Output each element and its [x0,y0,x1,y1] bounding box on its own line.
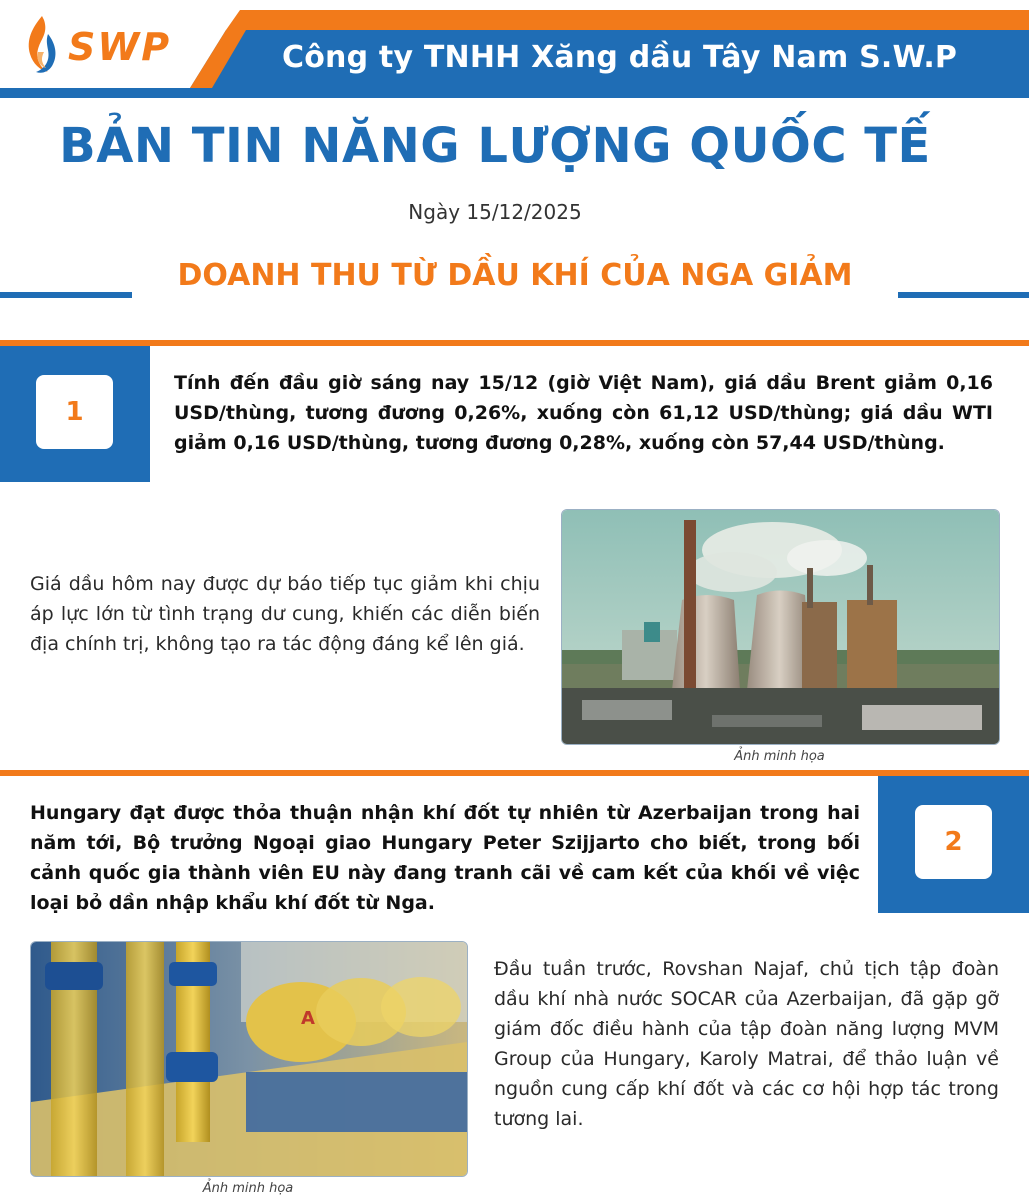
headline-left-rule [0,292,132,298]
item-number-badge: 1 [36,375,113,449]
company-name: Công ty TNHH Xăng dầu Tây Nam S.W.P [282,40,958,75]
item-body-text: Đầu tuần trước, Rovshan Najaf, chủ tịch tập đoàn dầu khí nhà nước SOCAR của Azerbaijan, đã gặp gỡ giám đốc điều hành của tập đoàn năng lượng MVM Group của Hungary, Karoly Matrai, để thảo luận về nguồn cung cấp khí đốt và các cơ hội hợp tác trong tương lai. [494,958,999,1130]
item-number-badge: 2 [915,805,992,879]
flame-logo-icon [22,14,62,76]
power-plant-photo [561,509,1000,745]
item-lead-text: Hungary đạt được thỏa thuận nhận khí đốt tự nhiên từ Azerbaijan trong hai năm tới, Bộ trưởng Ngoại giao Hungary Peter Szijjarto cho biết, trong bối cảnh quốc gia thành viên EU này đang tranh cãi về cam kết của khối về việc loại bỏ dần nhập khẩu khí đốt từ Nga. [30,802,860,914]
headline: DOANH THU TỪ DẦU KHÍ CỦA NGA GIẢM [177,258,853,293]
photo-caption: Ảnh minh họa [202,1181,294,1196]
headline-right-rule [898,292,1029,298]
section-divider [0,770,1029,776]
company-logo-text: SWP [68,25,172,69]
gas-pipeline-photo [30,941,468,1177]
newsletter-title: BẢN TIN NĂNG LƯỢNG QUỐC TẾ [59,118,931,174]
section-divider [0,340,1029,346]
item-body-text: Giá dầu hôm nay được dự báo tiếp tục giảm khi chịu áp lực lớn từ tình trạng dư cung, khiến các diễn biến địa chính trị, không tạo ra tác động đáng kể lên giá. [30,573,540,655]
photo-caption: Ảnh minh họa [734,749,825,764]
pipeline-label: A [301,1008,315,1029]
issue-date: Ngày 15/12/2025 [408,200,582,224]
item-lead-text: Tính đến đầu giờ sáng nay 15/12 (giờ Việt Nam), giá dầu Brent giảm 0,16 USD/thùng, tương đương 0,26%, xuống còn 61,12 USD/thùng; giá dầu WTI giảm 0,16 USD/thùng, tương đương 0,28%, xuống còn 57,44 USD/thùng. [174,372,993,454]
header-underline [0,88,1029,98]
